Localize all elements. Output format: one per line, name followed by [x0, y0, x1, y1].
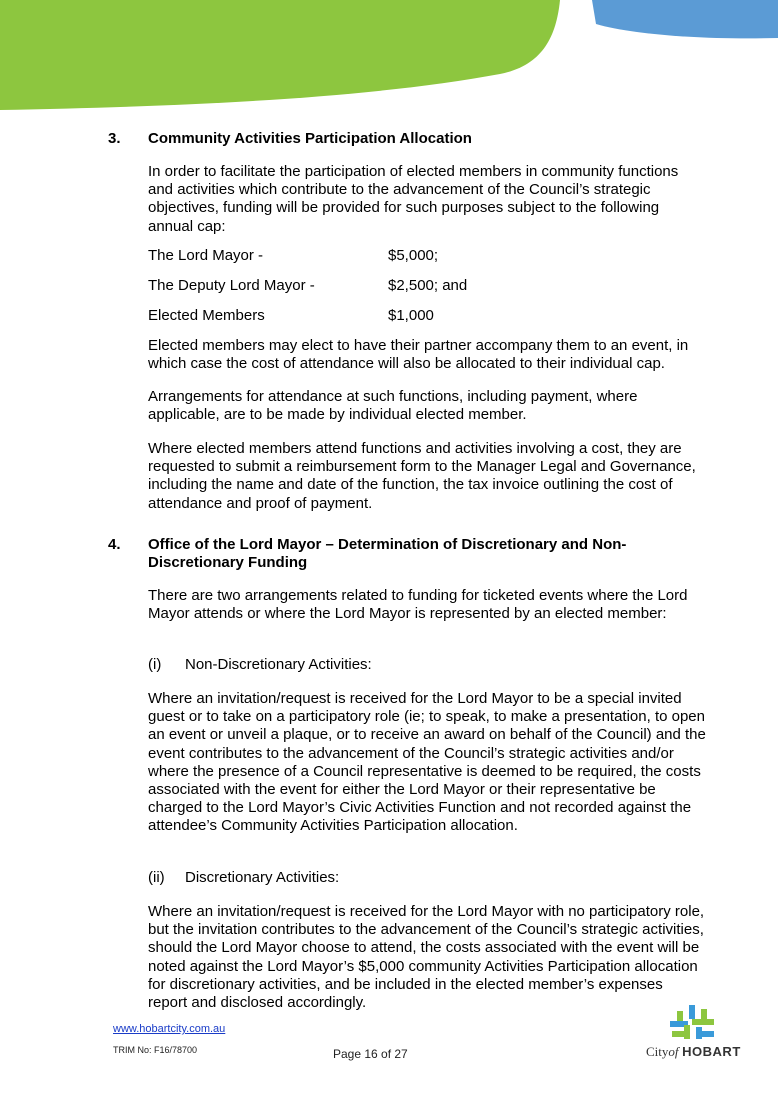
cap-who: The Deputy Lord Mayor - — [148, 277, 315, 294]
section-4-intro: There are two arrangements related to funding for ticketed events where the Lord Mayor attends or where the Lord Mayor is represented by an elected member: — [148, 587, 688, 623]
cap-who: Elected Members — [148, 307, 265, 324]
section-3-reimbursement-paragraph: Where elected members attend functions and activities involving a cost, they are requested to submit a reimbursement form to the Manager Legal and Governance, including the name and date of the function, the tax invoice outlining the cost of attendance and proof of payment. — [148, 440, 696, 512]
cap-amount: $2,500; and — [388, 277, 468, 294]
sub-item-number: (i) — [148, 656, 162, 673]
section-3-number: 3. — [108, 130, 121, 147]
city-of-hobart-wordmark: Cityof HOBART — [646, 1044, 741, 1059]
header-green-swoosh — [0, 0, 560, 110]
logo-cross-mark — [670, 1005, 714, 1039]
sub-item-label: Non-Discretionary Activities: — [185, 656, 372, 673]
section-4-title: Office of the Lord Mayor – Determination of Discretionary and Non-Discretionary Funding — [148, 536, 627, 571]
cap-who: The Lord Mayor - — [148, 247, 264, 264]
trim-number: TRIM No: F16/78700 — [113, 1045, 198, 1055]
header-blue-block — [592, 0, 778, 38]
sub-item-number: (ii) — [148, 869, 165, 886]
non-discretionary-paragraph: Where an invitation/request is received for the Lord Mayor to be a special invited guest or to take on a participatory role (ie; to speak, to make a presentation, to open an event or unveil a plaque, or to receive an award on behalf of the Council) and the event contributes to the advancement of the Council’s strategic activities and/or where the presence of a Council representative is deemed to be required, the costs associated with the event for either the Lord Mayor or their representative be charged to the Lord Mayor’s Civic Activities Function and not recorded against the attendee’s Community Activities Participation allocation. — [148, 690, 706, 835]
header-banner — [0, 0, 778, 110]
cap-amount: $1,000 — [388, 307, 434, 324]
section-3-title: Community Activities Participation Allocation — [148, 130, 472, 147]
discretionary-paragraph: Where an invitation/request is received for the Lord Mayor with no participatory role, but the invitation contributes to the advancement of the Council’s strategic activities, should the Lord Mayor choose to attend, the costs associated with the event will be noted against the Lord Mayor’s $5,000 community Activities Participation allocation for discretionary activities, and be included in the elected member’s expenses report and disclosed accordingly. — [148, 903, 705, 1012]
sub-item-label: Discretionary Activities: — [185, 869, 340, 886]
cap-amount: $5,000; — [388, 247, 439, 264]
section-3-intro: In order to facilitate the participation of elected members in community functions and activities which contribute to the advancement of the Council’s strategic objectives, funding will be provided for such purposes subject to the following annual cap: — [148, 163, 679, 235]
page-number: Page 16 of 27 — [333, 1047, 408, 1061]
section-3-partner-paragraph: Elected members may elect to have their partner accompany them to an event, in which case the cost of attendance will also be allocated to their individual cap. — [148, 337, 689, 373]
section-3-arrangements-paragraph: Arrangements for attendance at such functions, including payment, where applicable, are to be made by individual elected member. — [148, 388, 638, 424]
website-link[interactable]: www.hobartcity.com.au — [113, 1023, 226, 1035]
section-4-number: 4. — [108, 536, 121, 553]
